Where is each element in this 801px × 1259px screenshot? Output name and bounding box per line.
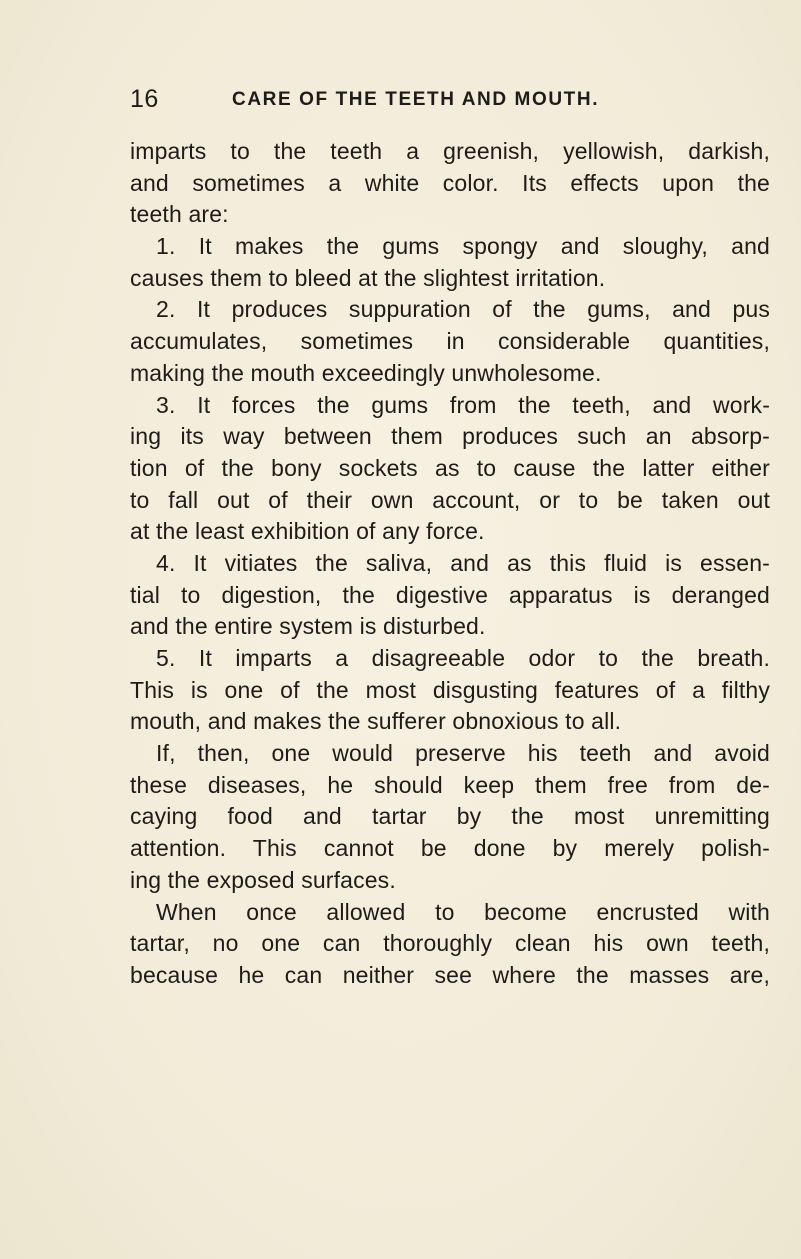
text-line: 4. It vitiates the saliva, and as this fluid is essen- <box>156 549 770 576</box>
running-head <box>130 84 650 114</box>
text-line: attention. This cannot be done by merely polish- <box>130 835 770 862</box>
text-line: tial to digestion, the digestive apparatus is deranged <box>130 581 770 608</box>
text-line: mouth, and makes the sufferer obnoxious to all. <box>130 708 622 735</box>
text-line: This is one of the most disgusting features of a filthy <box>130 676 770 703</box>
text-line: 5. It imparts a disagreeable odor to the breath. <box>156 645 770 671</box>
text-line: and the entire system is disturbed. <box>130 613 486 640</box>
text-line: tion of the bony sockets as to cause the latter either <box>130 454 770 481</box>
text-line: 1. It makes the gums spongy and sloughy, and <box>156 233 770 260</box>
page-number: 16 <box>130 85 159 113</box>
text-line: ing its way between them produces such an absorp- <box>130 423 770 450</box>
body-text <box>130 136 770 992</box>
text-line: ing the exposed surfaces. <box>130 866 396 893</box>
text-line: 3. It forces the gums from the teeth, and work- <box>156 391 770 418</box>
text-line: caying food and tartar by the most unremitting <box>130 803 770 830</box>
text-line: because he can neither see where the masses are, <box>130 961 770 988</box>
text-line: tartar, no one can thoroughly clean his own teeth, <box>130 930 770 957</box>
text-line: at the least exhibition of any force. <box>130 518 485 545</box>
text-line: 2. It produces suppuration of the gums, and pus <box>156 296 770 323</box>
text-line: to fall out of their own account, or to be taken out <box>130 486 770 513</box>
running-title: CARE OF THE TEETH AND MOUTH. <box>232 89 600 110</box>
text-line: these diseases, he should keep them free from de- <box>130 771 770 798</box>
text-line: and sometimes a white color. Its effects upon the <box>130 169 770 196</box>
text-line: accumulates, sometimes in considerable quantities, <box>130 328 770 355</box>
text-line: When once allowed to become encrusted with <box>156 898 770 925</box>
text-line: making the mouth exceedingly unwholesome. <box>130 359 602 386</box>
text-line: If, then, one would preserve his teeth and avoid <box>156 740 770 767</box>
text-line: imparts to the teeth a greenish, yellowish, darkish, <box>130 138 770 164</box>
text-line: teeth are: <box>130 201 229 228</box>
text-line: causes them to bleed at the slightest irritation. <box>130 264 606 291</box>
